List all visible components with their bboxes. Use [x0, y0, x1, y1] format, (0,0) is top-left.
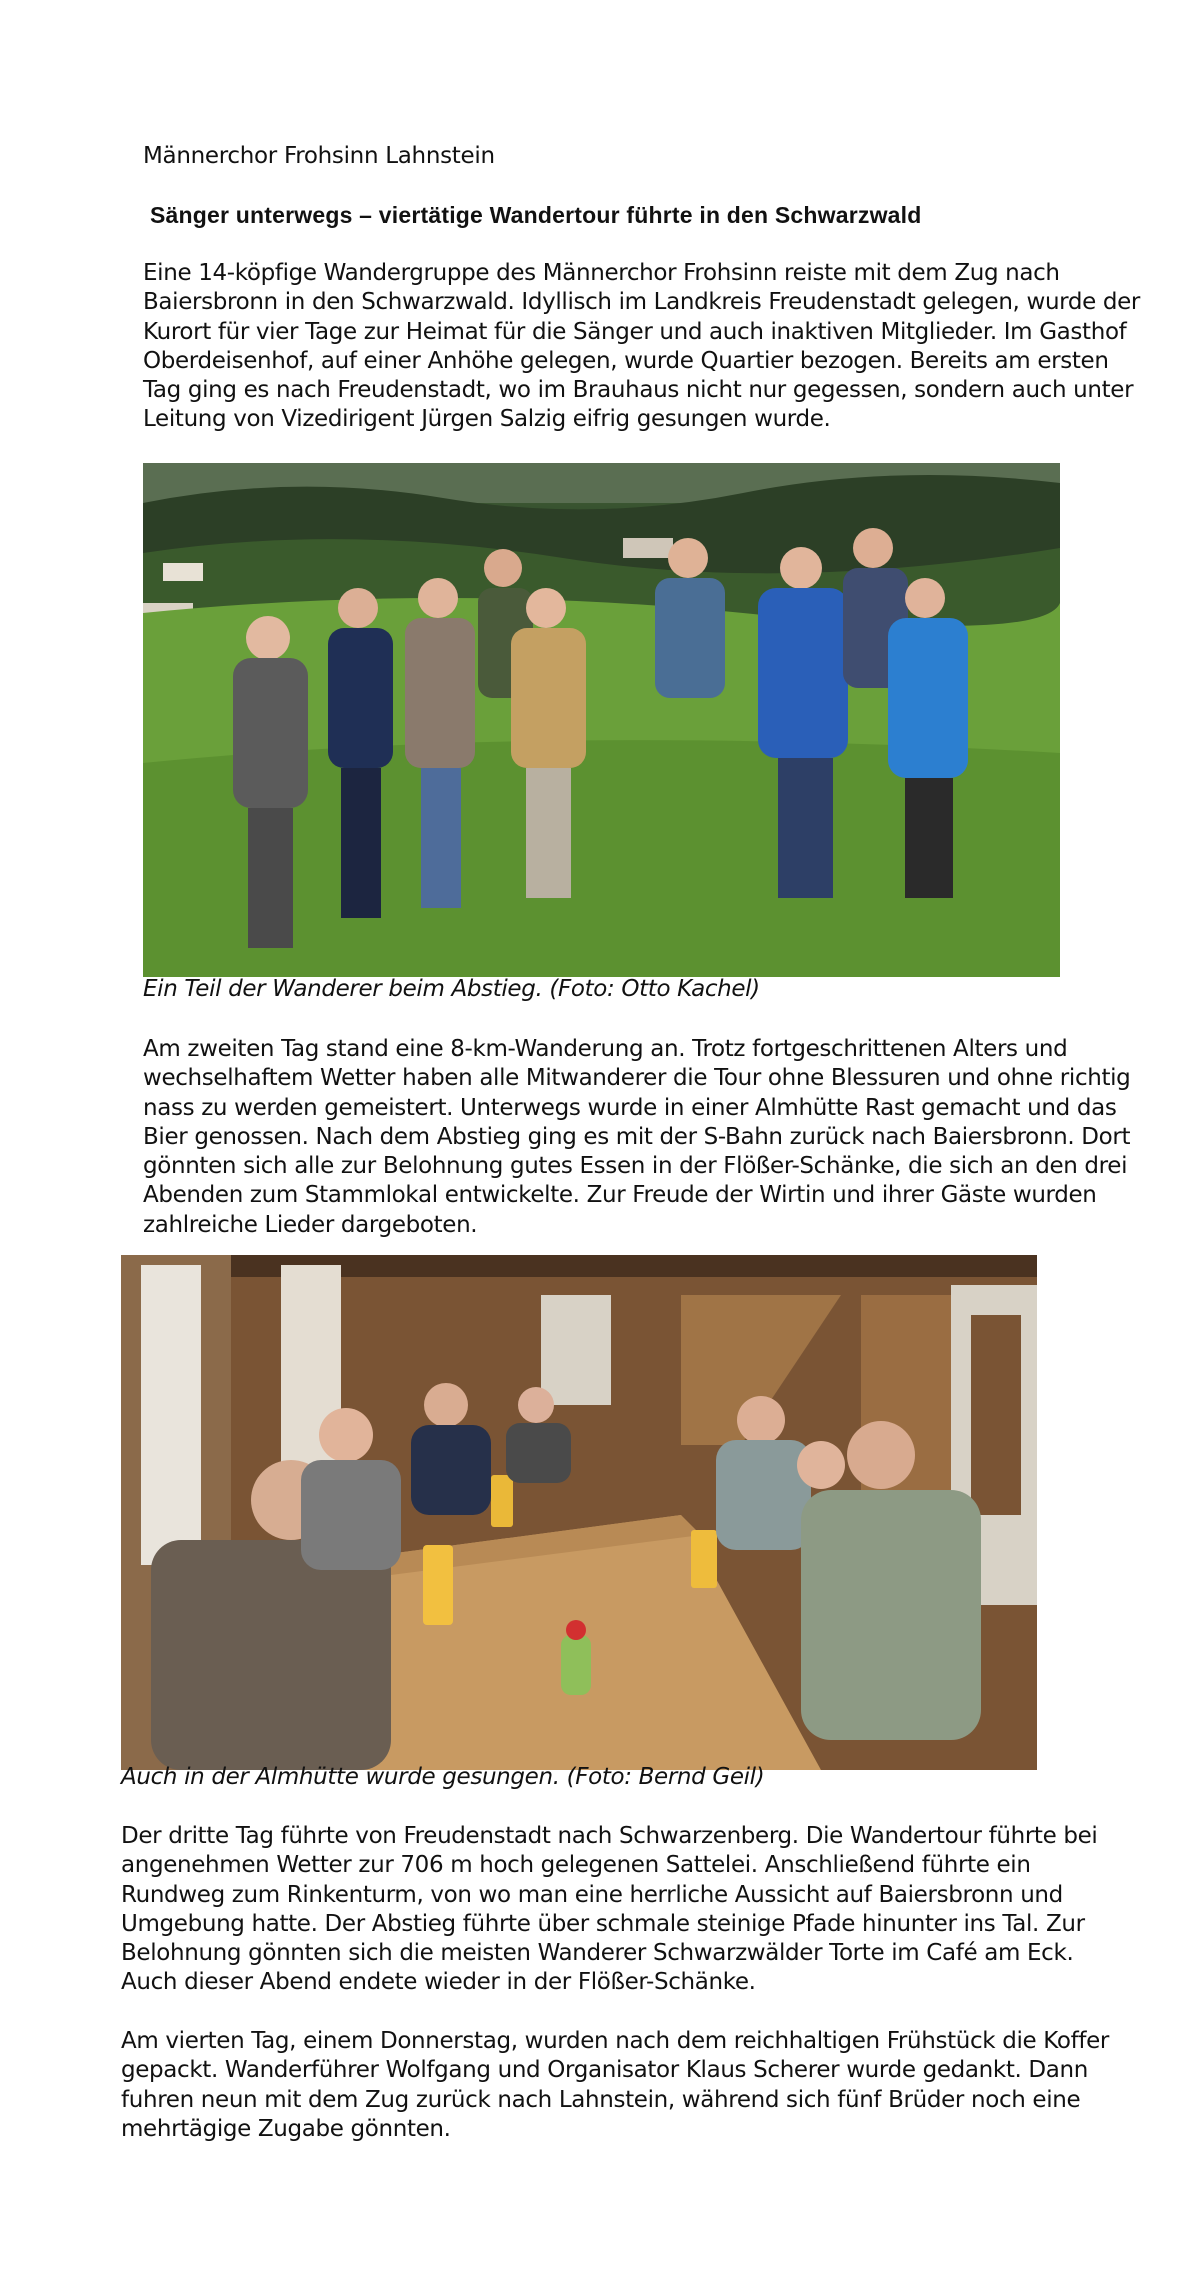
paragraph-line: Am zweiten Tag stand eine 8-km-Wanderung an. Trotz fortgeschrittenen Alters und [143, 1036, 1068, 1062]
paragraph-line: Belohnung gönnten sich die meisten Wanderer Schwarzwälder Torte im Café am Eck. [121, 1940, 1074, 1967]
paragraph-line: Abenden zum Stammlokal entwickelte. Zur Freude der Wirtin und ihrer Gäste wurden [143, 1182, 1097, 1209]
paragraph-line: Eine 14-köpfige Wandergruppe des Männerchor Frohsinn reiste mit dem Zug nach [143, 260, 1060, 286]
article-paragraph-4 [121, 2027, 1109, 2144]
article-paragraph-3 [121, 1822, 1097, 1998]
alpine-hut-photo [121, 1255, 1037, 1770]
paragraph-line: zahlreiche Lieder dargeboten. [143, 1211, 478, 1238]
paragraph-line: Leitung von Vizedirigent Jürgen Salzig eifrig gesungen wurde. [143, 406, 831, 433]
paragraph-line: gepackt. Wanderführer Wolfgang und Organisator Klaus Scherer wurde gedankt. Dann [121, 2057, 1088, 2084]
paragraph-line: Auch dieser Abend endete wieder in der Flößer-Schänke. [121, 1969, 756, 1996]
paragraph-line: nass zu werden gemeistert. Unterwegs wurde in einer Almhütte Rast gemacht und das [143, 1094, 1117, 1121]
paragraph-line: Kurort für vier Tage zur Heimat für die Sänger und auch inaktiven Mitglieder. Im Gasthof [143, 318, 1127, 345]
paragraph-line: gönnten sich alle zur Belohnung gutes Essen in der Flößer-Schänke, die sich an den drei [143, 1153, 1128, 1180]
photo-caption-1: Ein Teil der Wanderer beim Abstieg. (Foto: Otto Kachel) [143, 976, 760, 1002]
article-title: Sänger unterwegs – viertätige Wandertour führte in den Schwarzwald [150, 202, 922, 228]
paragraph-line: Der dritte Tag führte von Freudenstadt nach Schwarzenberg. Die Wandertour führte bei [121, 1823, 1098, 1849]
photo-caption-2: Auch in der Almhütte wurde gesungen. (Foto: Bernd Geil) [121, 1764, 765, 1790]
group-hikers-photo [143, 463, 1060, 977]
organization-name: Männerchor Frohsinn Lahnstein [143, 143, 495, 169]
paragraph-line: Oberdeisenhof, auf einer Anhöhe gelegen, wurde Quartier bezogen. Bereits am ersten [143, 347, 1109, 374]
paragraph-line: Baiersbronn in den Schwarzwald. Idyllisch im Landkreis Freudenstadt gelegen, wurde der [143, 289, 1141, 316]
paragraph-line: angenehmen Wetter zur 706 m hoch gelegenen Sattelei. Anschließend führte ein [121, 1852, 1031, 1879]
paragraph-line: Rundweg zum Rinkenturm, von wo man eine herrliche Aussicht auf Baiersbronn und [121, 1881, 1063, 1908]
paragraph-line: wechselhaftem Wetter haben alle Mitwanderer die Tour ohne Blessuren und ohne richtig [143, 1065, 1131, 1092]
article-paragraph-2 [143, 1035, 1130, 1240]
paragraph-line: Bier genossen. Nach dem Abstieg ging es mit der S-Bahn zurück nach Baiersbronn. Dort [143, 1123, 1131, 1150]
paragraph-line: Am vierten Tag, einem Donnerstag, wurden nach dem reichhaltigen Frühstück die Koffer [121, 2028, 1109, 2054]
paragraph-line: Umgebung hatte. Der Abstieg führte über schmale steinige Pfade hinunter ins Tal. Zur [121, 1910, 1085, 1937]
paragraph-line: fuhren neun mit dem Zug zurück nach Lahnstein, während sich fünf Brüder noch eine [121, 2086, 1081, 2113]
paragraph-line: mehrtägige Zugabe gönnten. [121, 2115, 451, 2142]
article-paragraph-1 [143, 259, 1140, 435]
paragraph-line: Tag ging es nach Freudenstadt, wo im Brauhaus nicht nur gegessen, sondern auch unter [143, 377, 1134, 404]
